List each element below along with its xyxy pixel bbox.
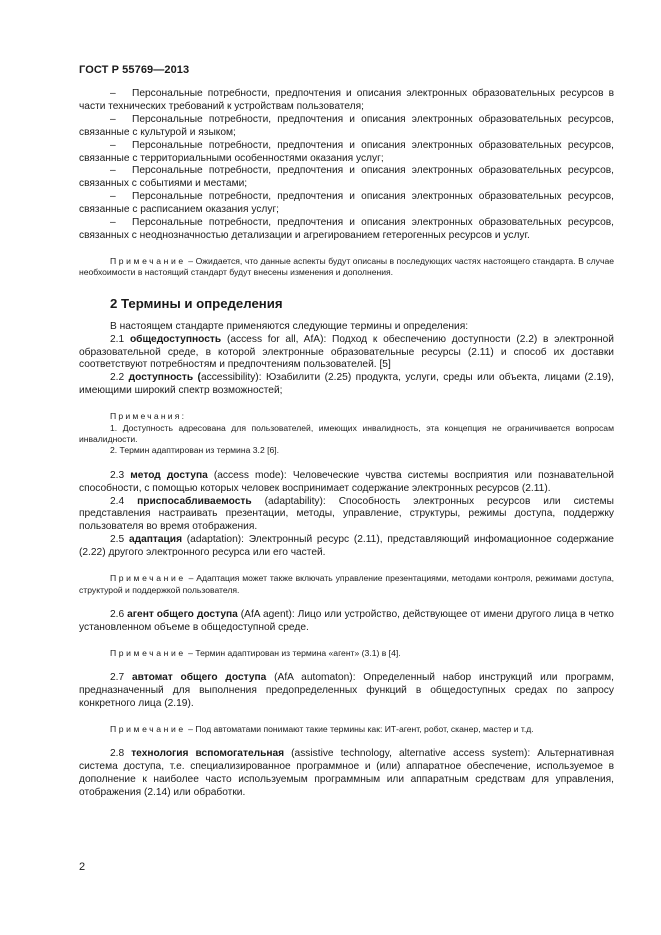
list-item: – Персональные потребности, предпочтения и описания электронных образовательных ресурсов, связанные с расписанием оказания услуг; (79, 191, 614, 216)
list-item: – Персональные потребности, предпочтения и описания электронных образовательных ресурсов, связанные с территориальными особенностями оказания услуг; (79, 139, 614, 164)
note-label: Примечание (110, 573, 186, 584)
term-2-8: 2.8 технология вспомогательная (assistive technology, alternative access system): Альтернативная система доступа, т.е. специализированное программное и (или) аппаратное обеспечение, используемое в дополнение к наиболее часто используемым программным или аппаратным средствам для управления, отображения (2.14) или обработки. (79, 748, 614, 798)
list-item: – Персональные потребности, предпочтения и описания электронных образовательных ресурсов, связанных с событиями и местами; (79, 165, 614, 190)
term-2-2: 2.2 доступность (accessibility): Юзабилити (2.25) продукта, услуги, среды или объекта, лицами (2.19), имеющими широкий спектр возможностей; (79, 372, 614, 397)
notes-2-2 (79, 411, 614, 457)
note: Примечание – Ожидается, что данные аспекты будут описаны в последующих частях настоящего стандарта. В случае необхоимости в настоящий стандарт будут внесены изменения и дополнения. (79, 255, 615, 278)
note-item: 1. Доступность адресована для пользователей, имеющих инвалидность, эта концепция не ограничивается вопросам инвалидности. (79, 422, 614, 444)
term-name: технология вспомогательная (131, 748, 285, 760)
note-label: Примечание (110, 647, 186, 658)
note: Примечание – Адаптация может также включать управление презентациями, методами контроля, режимами доступа, структурой и поддержкой пользователя. (79, 573, 614, 595)
term-2-7: 2.7 автомат общего доступа (AfA automaton): Определенный набор инструкций или программ, предназначенный для выполнения предопределенных функций в общедоступных средах по запросу конкретного лица (2.19). (79, 672, 614, 709)
note-item: 2. Термин адаптирован из термина 3.2 [6]. (110, 445, 280, 456)
term-name: автомат общего доступа (131, 672, 267, 684)
term-name: метод доступа (130, 469, 208, 481)
note: Примечание – Термин адаптирован из термина «агент» (3.1) в [4]. (110, 647, 401, 658)
term-2-4: 2.4 приспосабливаемость (adaptability): Способность электронных ресурсов или системы представления настраивать презентации, методы, управление, структуры, режимы доступа, поддержку пользователя во время отображения. (79, 495, 614, 533)
page-content (79, 88, 614, 800)
note-label: Примечание (110, 255, 186, 266)
term-name: приспосабливаемость (137, 495, 252, 507)
page-number: 2 (79, 861, 86, 873)
term-name: общедоступность (129, 333, 222, 345)
list-item: – Персональные потребности, предпочтения и описания электронных образовательных ресурсов, связанные с культурой и языком; (79, 113, 614, 138)
section-title: 2 Термины и определения (110, 295, 283, 311)
term-2-5: 2.5 адаптация (adaptation): Электронный ресурс (2.11), представляющий инфомационное содержание (2.22) другого электронного ресурса или его частей. (79, 534, 614, 559)
note-label: Примечание (110, 723, 186, 734)
document-header: ГОСТ Р 55769—2013 (79, 64, 190, 76)
term-name: адаптация (128, 534, 183, 546)
requirements-list (79, 88, 614, 243)
term-2-6: 2.6 агент общего доступа (AfA agent): Лицо или устройство, действующее от имени другого лица в четко установленном объеме в общедоступной среде. (79, 608, 614, 633)
note: Примечание – Под автоматами понимают такие термины как: ИТ-агент, робот, сканер, мастер и т.д. (110, 723, 534, 734)
term-2-1: 2.1 общедоступность (access for all, AfA): Подход к обеспечению доступности (2.2) в электронной образовательной среде, в которой электронные образовательные ресурсы (2.11) и способ их доставки соответствуют потребностям и предпочтениям пользователей. [5] (79, 333, 614, 371)
term-name: агент общего доступа (127, 608, 238, 620)
list-item: – Персональные потребности, предпочтения и описания электронных образовательных ресурсов в части технических требований к устройствам пользователя; (79, 88, 614, 112)
list-item: – Персональные потребности, предпочтения и описания электронных образовательных ресурсов, связанных с неоднозначностью детализации и агрегированием гетерогенных ресурсов и услуг. (79, 217, 614, 241)
term-name: доступность ( (128, 372, 201, 384)
notes-label: Примечания: (110, 411, 187, 422)
section-intro: В настоящем стандарте применяются следующие термины и определения: (110, 320, 469, 332)
term-2-3: 2.3 метод доступа (access mode): Человеческие чувства системы восприятия или познавательной способности, с помощью которых человек воспринимает содержание электронных ресурсов (2.11). (79, 469, 614, 494)
